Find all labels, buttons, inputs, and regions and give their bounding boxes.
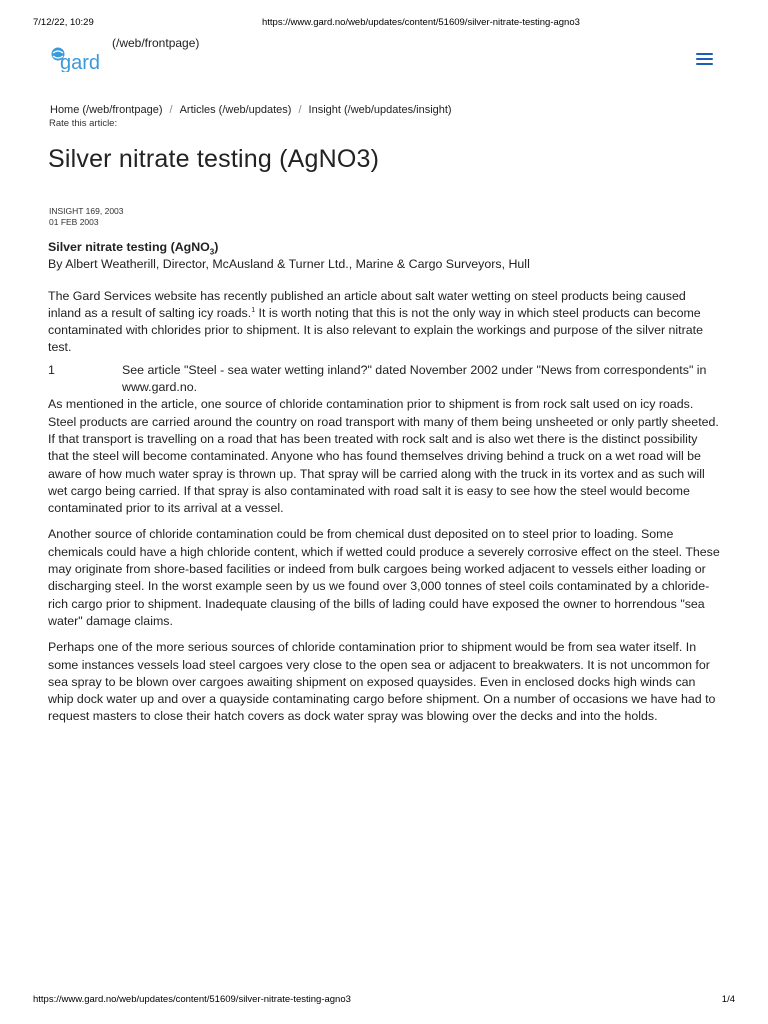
gard-logo[interactable] [49,46,107,72]
article-body [48,239,720,735]
breadcrumb [50,104,452,116]
breadcrumb-separator: / [169,104,173,116]
footer-url: https://www.gard.no/web/updates/content/51609/silver-nitrate-testing-agno3 [33,994,351,1005]
footnote-number: 1 [48,362,55,377]
print-header [33,17,735,31]
logo-link-text[interactable]: (/web/frontpage) [112,36,200,50]
article-subheading: Silver nitrate testing (AgNO$_3$) [48,240,219,257]
rate-article-label: Rate this article: [49,118,118,129]
print-datetime: 7/12/22, 10:29 [33,17,94,28]
breadcrumb-insight[interactable]: Insight (/web/updates/insight) [308,104,452,116]
publish-date: 01 FEB 2003 [49,217,99,227]
breadcrumb-separator: / [298,104,302,116]
article-byline: By Albert Weatherill, Director, McAusland & Turner Ltd., Marine & Cargo Surveyors, Hull [48,257,530,272]
page-title: Silver nitrate testing (AgNO3) [48,145,380,173]
paragraph-2: As mentioned in the article, one source of chloride contamination prior to shipment is from rock salt used on icy roads. Steel products are carried around the country on road transport with many of them being unsheeted or only partly sheeted. If that transport is travelling on a road that has been treated with rock salt and is also wet there is the distinct possibility that the steel will become contaminated. Anyone who has found themselves driving behind a truck on a wet road will be aware of how much water spray is thrown up. That spray will be carried along with the truck in its vortex and as such will wet cargo being carried. If that spray is also contaminated with road salt it is easy to see how the steel would become contaminated prior to its arrival at a vessel. [48,397,719,516]
hamburger-menu-icon[interactable] [696,53,713,66]
footnote-ref[interactable]: 1 [251,306,256,314]
paragraph-1: The Gard Services website has recently published an article about salt water wetting on steel products being caused inland as a result of salting icy roads.$^1$ It is worth noting that this is not the only way in which steel products can become contaminated with chlorides prior to shipment. It is also relevant to explain the workings and purpose of the silver nitrate test. [48,288,703,355]
print-url: https://www.gard.no/web/updates/content/51609/silver-nitrate-testing-agno3 [262,17,580,28]
footnote [48,362,720,397]
footnote-text: See article "Steel - sea water wetting inland?" dated November 2002 under "News from correspondents" in www.gard.no. [122,362,707,395]
breadcrumb-home[interactable]: Home (/web/frontpage) [50,104,163,116]
logo-text: gard [60,52,101,72]
paragraph-4: Perhaps one of the more serious sources of chloride contamination prior to shipment would be from sea water itself. In some instances vessels load steel cargoes very close to the open sea or adjacent to breakwaters. It is not uncommon for sea spray to be blown over cargoes awaiting shipment on exposed quaysides. Even in enclosed docks high winds can whip dock water up and over a quayside contaminating cargo before shipment. On a number of occasions we have had to request masters to close their hatch covers as dock water spray was blowing over the decks and into the holds. [48,640,716,724]
print-footer [33,994,735,1008]
article-meta [49,206,124,228]
breadcrumb-articles[interactable]: Articles (/web/updates) [179,104,292,116]
paragraph-3: Another source of chloride contamination could be from chemical dust deposited on to steel prior to loading. Some chemicals could have a high chloride content, which if wetted could produce a severely corrosive effect on the steel. These may originate from shore-based facilities or indeed from bulk cargoes being worked adjacent to vessels either loading or discharging steel. In the worst example seen by us we found over 3,000 tonnes of steel coils contaminated by a chloride-rich cargo prior to shipment. Inadequate clausing of the bills of lading could have exposed the owner to horrendous "sea water" damage claims. [48,527,720,628]
insight-number: INSIGHT 169, 2003 [49,206,124,216]
page-number: 1/4 [721,994,735,1005]
